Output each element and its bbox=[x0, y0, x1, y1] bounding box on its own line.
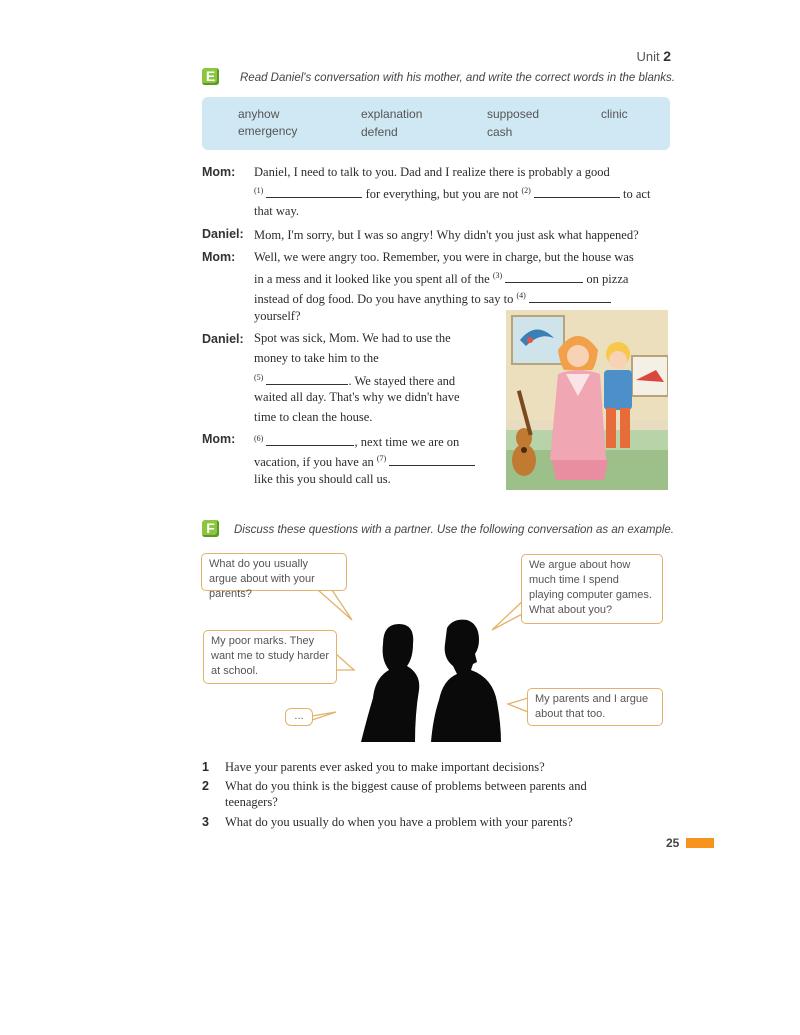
speaker-mom: Mom: bbox=[202, 250, 236, 264]
blank-7[interactable] bbox=[389, 454, 475, 466]
dialogue-line: Well, we were angry too. Remember, you were in charge, but the house was bbox=[254, 250, 634, 264]
speech-bubble-agree: My parents and I argue about that too. bbox=[527, 688, 663, 726]
word-bank-item: cash bbox=[487, 125, 513, 139]
dialogue-line: that way. bbox=[254, 204, 300, 218]
dialogue-line: like this you should call us. bbox=[254, 472, 391, 486]
speaker-mom: Mom: bbox=[202, 165, 236, 179]
question-text: What do you usually do when you have a problem with your parents? bbox=[225, 815, 573, 829]
blank-number: (7) bbox=[376, 454, 387, 463]
blank-number: (5) bbox=[254, 373, 264, 382]
discussion-question bbox=[202, 759, 545, 775]
unit-label bbox=[636, 48, 671, 64]
section-f-instruction: Discuss these questions with a partner. Use the following conversation as an example. bbox=[234, 524, 674, 536]
dialogue-text: . We stayed there and bbox=[348, 374, 456, 389]
word-bank-item: anyhow bbox=[238, 107, 280, 121]
word-bank-item: clinic bbox=[601, 107, 628, 121]
blank-number: (2) bbox=[521, 186, 531, 195]
word-bank-item: emergency bbox=[238, 124, 298, 138]
blank-number: (1) bbox=[254, 186, 264, 195]
blank-number: (6) bbox=[254, 434, 264, 443]
dialogue-text: vacation, if you have an bbox=[254, 455, 374, 470]
section-f-badge: F bbox=[202, 520, 219, 537]
dialogue-text: instead of dog food. Do you have anything to say to bbox=[254, 292, 514, 307]
word-bank-item: explanation bbox=[361, 107, 423, 121]
discussion-question bbox=[202, 778, 587, 809]
speech-bubble-question: What do you usually argue about with your parents? bbox=[201, 553, 347, 591]
dialogue-text: for everything, but you are not bbox=[365, 187, 519, 202]
unit-number: 2 bbox=[663, 48, 671, 64]
dialogue-line bbox=[254, 451, 475, 470]
speaker-mom: Mom: bbox=[202, 432, 236, 446]
silhouette-couple-image bbox=[355, 618, 505, 742]
blank-1[interactable] bbox=[266, 186, 362, 198]
mother-son-illustration bbox=[506, 310, 668, 490]
dialogue-line: yourself? bbox=[254, 309, 301, 323]
speech-bubble-ellipsis: ... bbox=[285, 708, 313, 726]
speech-bubble-boy-answer: We argue about how much time I spend playing computer games. What about you? bbox=[521, 554, 663, 624]
dialogue-text: to act bbox=[623, 187, 651, 202]
word-bank-item: supposed bbox=[487, 107, 540, 121]
dialogue-line bbox=[254, 183, 650, 202]
dialogue-text: , next time we are on bbox=[354, 435, 460, 450]
word-bank bbox=[202, 97, 670, 150]
dialogue-line bbox=[254, 431, 459, 450]
blank-3[interactable] bbox=[505, 271, 583, 283]
unit-text: Unit bbox=[636, 49, 660, 64]
dialogue-line: waited all day. That's why we didn't have bbox=[254, 390, 460, 404]
page-tab-marker bbox=[686, 838, 714, 848]
page-number: 25 bbox=[666, 836, 680, 850]
word-bank-item: defend bbox=[361, 125, 398, 139]
speech-bubble-girl-answer: My poor marks. They want me to study harder at school. bbox=[203, 630, 337, 684]
question-text: What do you think is the biggest cause of problems between parents and teenagers? bbox=[225, 779, 587, 809]
speaker-daniel: Daniel: bbox=[202, 332, 244, 346]
section-e-instruction: Read Daniel's conversation with his mother, and write the correct words in the blanks. bbox=[240, 72, 675, 84]
blank-2[interactable] bbox=[534, 186, 620, 198]
section-e-badge: E bbox=[202, 68, 219, 85]
dialogue-line: Mom, I'm sorry, but I was so angry! Why didn't you just ask what happened? bbox=[254, 228, 639, 242]
dialogue-line: Daniel, I need to talk to you. Dad and I realize there is probably a good bbox=[254, 165, 610, 179]
question-number: 3 bbox=[202, 815, 209, 829]
blank-number: (4) bbox=[516, 291, 526, 300]
dialogue-line bbox=[254, 288, 611, 307]
question-number: 1 bbox=[202, 760, 209, 774]
dialogue-line: Spot was sick, Mom. We had to use the bbox=[254, 331, 451, 345]
dialogue-line bbox=[254, 370, 455, 389]
dialogue-line: time to clean the house. bbox=[254, 410, 373, 424]
blank-5[interactable] bbox=[266, 373, 348, 385]
question-text: Have your parents ever asked you to make important decisions? bbox=[225, 760, 545, 774]
dialogue-text: on pizza bbox=[586, 272, 629, 287]
blank-4[interactable] bbox=[529, 291, 611, 303]
discussion-question bbox=[202, 814, 573, 830]
dialogue-text: in a mess and it looked like you spent all of the bbox=[254, 272, 490, 287]
blank-6[interactable] bbox=[266, 434, 354, 446]
question-number: 2 bbox=[202, 779, 209, 793]
blank-number: (3) bbox=[492, 271, 503, 280]
dialogue-line bbox=[254, 268, 628, 287]
speaker-daniel: Daniel: bbox=[202, 227, 244, 241]
dialogue-line: money to take him to the bbox=[254, 351, 379, 365]
